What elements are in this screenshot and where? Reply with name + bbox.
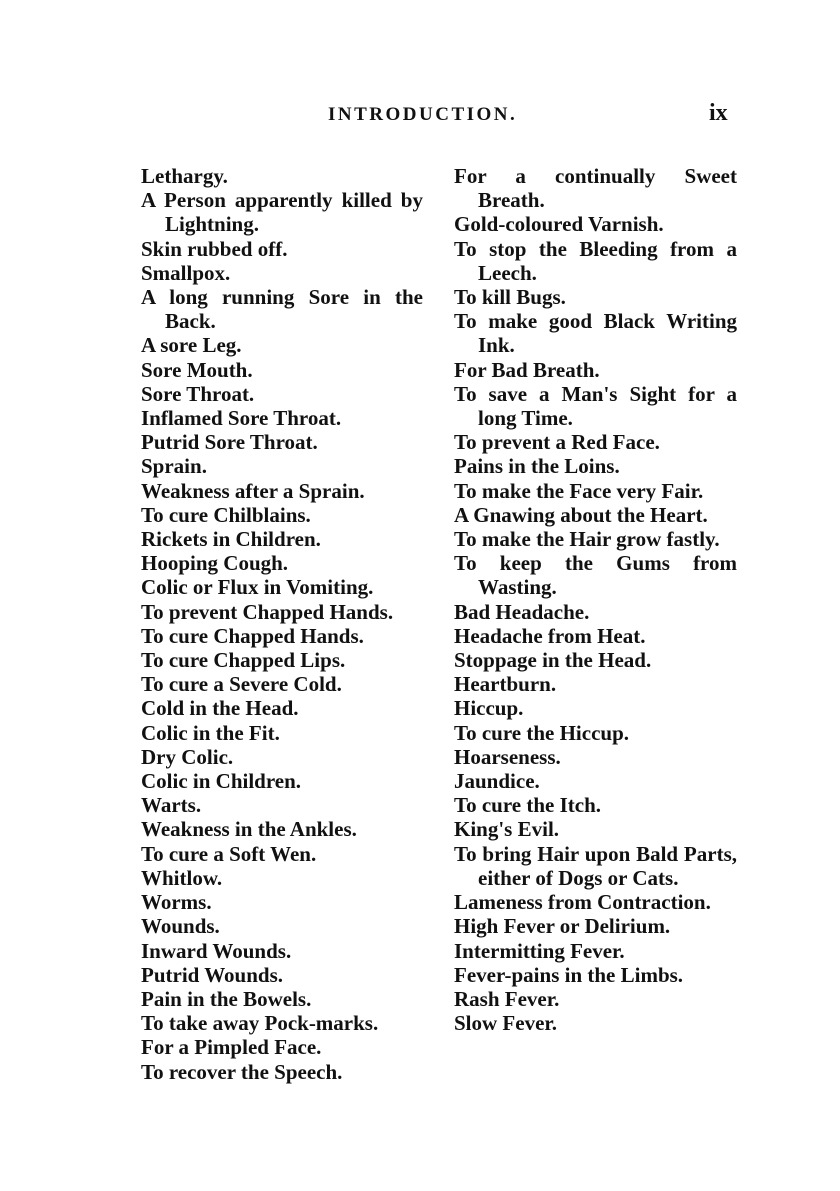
list-item: Sprain. bbox=[141, 454, 207, 479]
list-item: A long running Sore in the Back. bbox=[141, 285, 423, 334]
list-item: Pain in the Bowels. bbox=[141, 986, 312, 1011]
list-item: Fever-pains in the Limbs. bbox=[454, 962, 684, 987]
list-item: A Person apparently killed by Lightning. bbox=[141, 188, 423, 237]
list-item: To take away Pock-marks. bbox=[141, 1011, 379, 1036]
left-column bbox=[141, 164, 423, 1084]
list-item: To make the Hair grow fastly. bbox=[454, 527, 720, 552]
list-item: Rickets in Children. bbox=[141, 527, 321, 552]
list-item: To cure Chilblains. bbox=[141, 502, 311, 527]
list-item: To cure a Severe Cold. bbox=[141, 672, 342, 697]
list-item: For Bad Breath. bbox=[454, 357, 600, 382]
list-item: Bad Headache. bbox=[454, 599, 590, 624]
list-item: King's Evil. bbox=[454, 817, 560, 842]
list-item: Cold in the Head. bbox=[141, 696, 299, 721]
list-item: Sore Throat. bbox=[141, 381, 255, 406]
list-item: Colic or Flux in Vomiting. bbox=[141, 575, 374, 600]
list-item: Skin rubbed off. bbox=[141, 236, 288, 261]
list-item: To save a Man's Sight for a long Time. bbox=[454, 381, 737, 431]
list-item: Stoppage in the Head. bbox=[454, 648, 652, 673]
page-title: INTRODUCTION. bbox=[328, 104, 518, 125]
list-item: Lethargy. bbox=[141, 164, 228, 188]
running-header bbox=[0, 100, 840, 136]
list-item: Putrid Wounds. bbox=[141, 962, 284, 987]
list-item: A sore Leg. bbox=[141, 333, 242, 358]
list-item: Whitlow. bbox=[141, 865, 223, 890]
list-item: To prevent Chapped Hands. bbox=[141, 599, 394, 624]
list-item: Heartburn. bbox=[454, 672, 557, 697]
list-item: Dry Colic. bbox=[141, 744, 234, 769]
list-item: To prevent a Red Face. bbox=[454, 430, 660, 455]
list-item: Sore Mouth. bbox=[141, 357, 253, 382]
right-column bbox=[454, 164, 737, 1035]
list-item: Inward Wounds. bbox=[141, 938, 292, 963]
list-item: Hooping Cough. bbox=[141, 551, 289, 576]
list-item: To bring Hair upon Bald Parts, either of Dogs or Cats. bbox=[454, 841, 737, 890]
list-item: To cure the Itch. bbox=[454, 793, 601, 818]
list-item: Hiccup. bbox=[454, 696, 524, 721]
list-item: A Gnawing about the Heart. bbox=[454, 502, 708, 527]
list-item: Pains in the Loins. bbox=[454, 454, 620, 479]
list-item: Warts. bbox=[141, 793, 202, 818]
list-item: Weakness in the Ankles. bbox=[141, 817, 357, 842]
list-item: Jaundice. bbox=[454, 769, 540, 794]
list-item: Slow Fever. bbox=[454, 1011, 558, 1036]
list-item: Lameness from Contraction. bbox=[454, 890, 711, 915]
list-item: Weakness after a Sprain. bbox=[141, 478, 365, 503]
list-item: To cure a Soft Wen. bbox=[141, 841, 317, 866]
list-item: Colic in Children. bbox=[141, 769, 302, 794]
list-item: Worms. bbox=[141, 890, 212, 915]
list-item: To kill Bugs. bbox=[454, 285, 566, 310]
list-item: Putrid Sore Throat. bbox=[141, 430, 318, 455]
list-item: To make the Face very Fair. bbox=[454, 478, 704, 503]
list-item: For a Pimpled Face. bbox=[141, 1035, 322, 1060]
page-number: ix bbox=[709, 100, 728, 126]
list-item: Headache from Heat. bbox=[454, 623, 646, 648]
list-item: To make good Black Writing Ink. bbox=[454, 309, 737, 358]
list-item: For a continually Sweet Breath. bbox=[454, 164, 737, 213]
list-item: High Fever or Delirium. bbox=[454, 914, 671, 939]
list-item: To cure Chapped Hands. bbox=[141, 623, 364, 648]
list-item: Hoarseness. bbox=[454, 744, 561, 769]
list-item: Smallpox. bbox=[141, 260, 231, 285]
list-item: To keep the Gums from Wasting. bbox=[454, 551, 737, 600]
list-item: To recover the Speech. bbox=[141, 1059, 343, 1084]
list-item: Rash Fever. bbox=[454, 986, 560, 1011]
list-item: Wounds. bbox=[141, 914, 220, 939]
list-item: Colic in the Fit. bbox=[141, 720, 280, 745]
list-item: Gold-coloured Varnish. bbox=[454, 212, 664, 237]
list-item: Intermitting Fever. bbox=[454, 938, 625, 963]
list-item: To cure the Hiccup. bbox=[454, 720, 630, 745]
list-item: Inflamed Sore Throat. bbox=[141, 406, 342, 431]
list-item: To stop the Bleeding from a Leech. bbox=[454, 236, 737, 285]
list-item: To cure Chapped Lips. bbox=[141, 648, 346, 673]
